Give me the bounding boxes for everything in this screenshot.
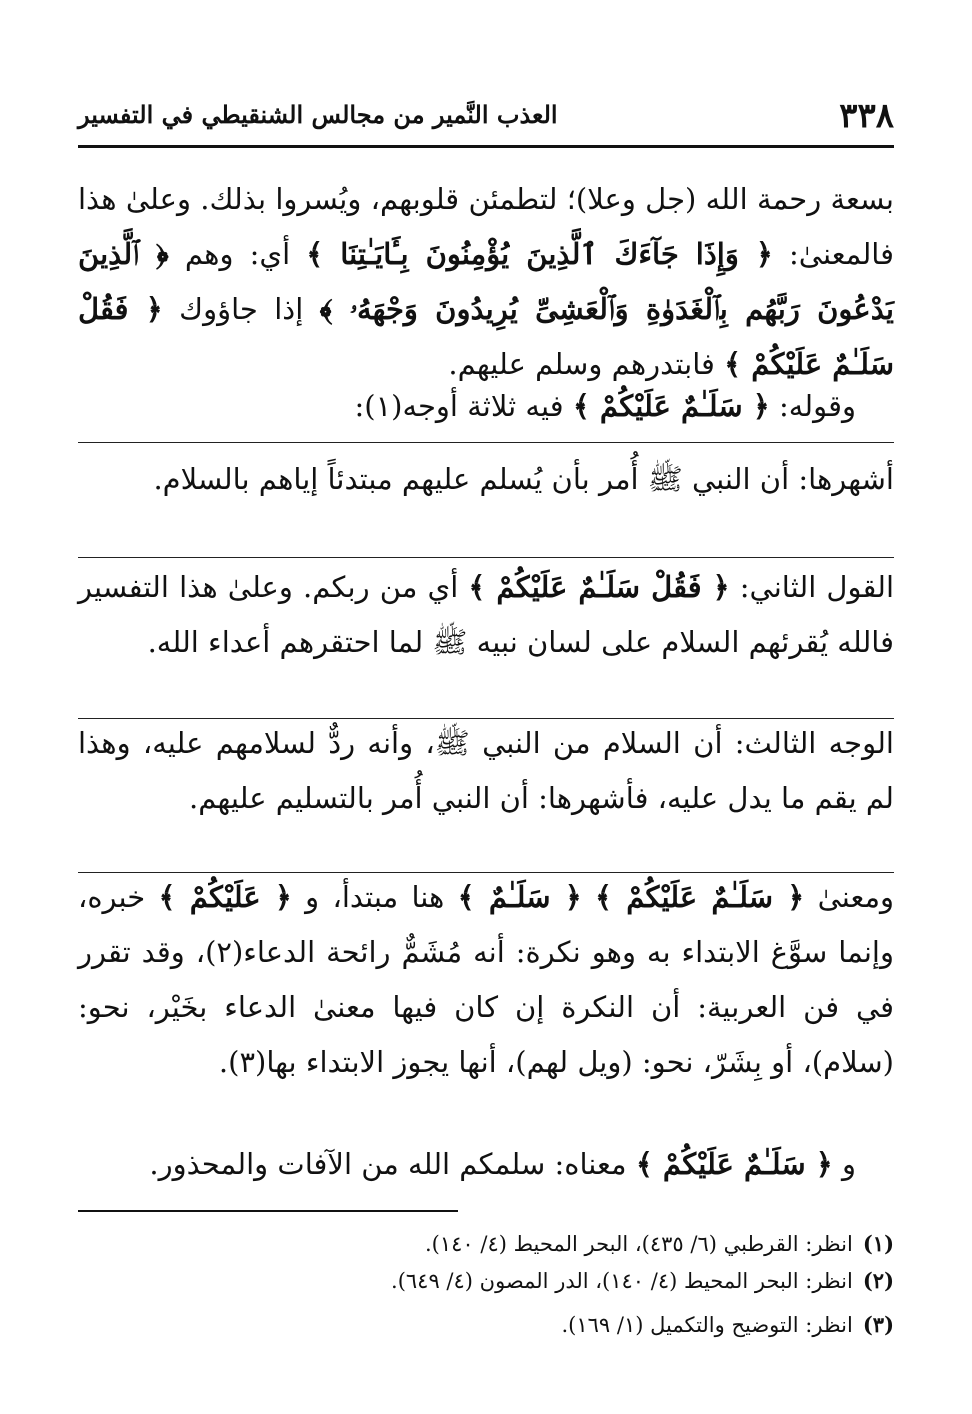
- quran-verse: ﴿ سَلَـٰمٌ عَلَيْكُمْ ﴾: [635, 1147, 833, 1181]
- quran-verse: ﴿ عَلَيْكُمْ ﴾: [158, 880, 292, 914]
- separator: [78, 442, 894, 443]
- text-run: و: [832, 1147, 856, 1181]
- footnote-text: انظر: البحر المحيط (٤/ ١٤٠)، الدر المصون (٤/ ٦٤٩).: [391, 1269, 853, 1293]
- text-run: [582, 880, 595, 914]
- text-run: أي من ربكم. وعلىٰ هذا التفسير فالله يُقرئهم السلام على لسان نبيه ﷺ لما احتقرهم أعداء الله.: [78, 570, 894, 659]
- paragraph-meaning: [78, 1137, 856, 1192]
- footnote-1: [425, 1229, 894, 1259]
- quran-verse: ﴿ سَلَـٰمٌ ﴾: [457, 880, 582, 914]
- text-run: أشهرها: أن النبي ﷺ أُمر بأن يُسلم عليهم مبتدئاً إياهم بالسلام.: [153, 462, 894, 496]
- text-run: فيه ثلاثة أوجه(١):: [354, 389, 573, 423]
- quran-verse: ﴿ فَقُلْ سَلَـٰمٌ عَلَيْكُمْ ﴾: [468, 570, 730, 604]
- text-run: الوجه الثالث: أن السلام من النبي ﷺ، وأنه ردٌّ لسلامهم عليه، وهذا لم يقم ما يدل عليه، فأشهرها: أن النبي أُمر بالتسليم عليهم.: [78, 726, 894, 815]
- footnote-text: انظر: القرطبي (٦/ ٤٣٥)، البحر المحيط (٤/ ١٤٠).: [424, 1232, 853, 1256]
- paragraph-three-views: [78, 379, 856, 434]
- quran-verse: ﴿ سَلَـٰمٌ عَلَيْكُمْ ﴾: [595, 880, 805, 914]
- footnote-text: انظر: التوضيح والتكميل (١/ ١٦٩).: [561, 1313, 853, 1337]
- text-run: خبره، وإنما سوَّغ الابتداء به وهو نكرة: أنه مُشَمٌّ رائحة الدعاء(٢)، وقد تقرر في فن العربية: أن النكرة إن كان فيها معنىٰ الدعاء بخَيْر، نحو: (سلام)، أو بِشَرّ، نحو: (ويل لهم)، أنها يجوز الابتداء بها(٣).: [78, 880, 894, 1079]
- text-run: هنا مبتدأ، و: [291, 880, 458, 914]
- text-run: القول الثاني:: [729, 570, 895, 604]
- footnote-number: (١): [862, 1231, 894, 1256]
- text-run: فابتدرهم وسلم عليهم.: [448, 347, 725, 381]
- footnote-2: [391, 1266, 894, 1296]
- page-number: ٣٣٨: [839, 96, 894, 136]
- text-run: إذا جاؤوك: [162, 292, 320, 326]
- paragraph-second-view: [78, 560, 894, 670]
- footnote-rule: [78, 1210, 458, 1212]
- header-rule: [78, 145, 894, 148]
- footnote-3: [561, 1310, 894, 1340]
- paragraph-grammar: [78, 870, 894, 1090]
- paragraph-third-view: [78, 716, 894, 826]
- text-run: ومعنىٰ: [804, 880, 895, 914]
- quran-verse: ﴿ وَإِذَا جَآءَكَ ٱلَّذِينَ يُؤْمِنُونَ بِـَٔايَـٰتِنَا ﴾: [306, 237, 773, 271]
- quran-verse: ﴿ سَلَـٰمٌ عَلَيْكُمْ ﴾: [572, 389, 770, 423]
- quran-verse: ﴿ فَقُلْ سَلَـٰمٌ عَلَيْكُمْ ﴾: [78, 292, 894, 381]
- text-run: وقوله:: [769, 389, 856, 423]
- header-title: العذب النَّمير من مجالس الشنقيطي في التفسير: [78, 100, 558, 129]
- separator: [78, 557, 894, 558]
- footnote-number: (٢): [862, 1268, 894, 1293]
- paragraph-first-view: [78, 452, 894, 507]
- text-run: بسعة رحمة الله (جل وعلا)؛ لتطمئن قلوبهم، ويُسروا بذلك. وعلىٰ هذا فالمعنىٰ:: [78, 182, 894, 271]
- paragraph-intro: [78, 172, 894, 392]
- book-page: [78, 0, 894, 1414]
- running-head: [78, 92, 894, 142]
- text-run: معناه: سلمكم الله من الآفات والمحذور.: [149, 1147, 636, 1181]
- footnote-number: (٣): [862, 1312, 894, 1337]
- quran-verse: ﴿ ٱلَّذِينَ يَدْعُونَ رَبَّهُم بِٱلْغَدَوٰةِ وَٱلْعَشِىِّ يُرِيدُونَ وَجْهَهُۥ ﴾: [78, 237, 894, 326]
- text-run: أي: وهم: [168, 237, 307, 271]
